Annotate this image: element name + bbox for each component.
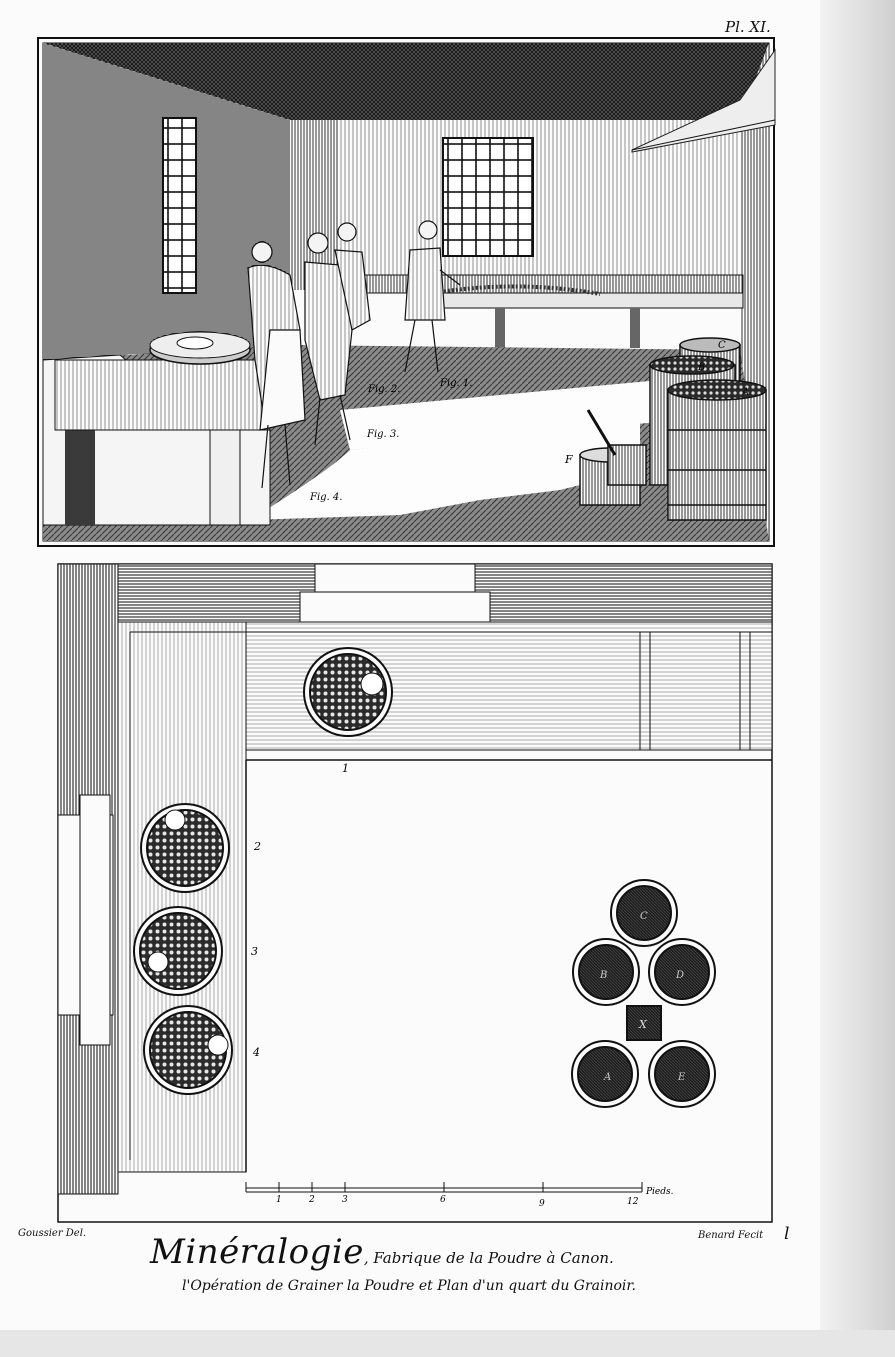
credit-draftsman: Goussier Del. xyxy=(18,1228,87,1239)
book-gutter xyxy=(820,0,895,1357)
upper-engraving xyxy=(0,0,820,560)
scan-margin xyxy=(0,1330,895,1357)
scale-tick-6: 6 xyxy=(440,1195,446,1205)
scale-tick-3: 3 xyxy=(342,1195,348,1205)
scale-tick-9: 9 xyxy=(539,1199,545,1209)
title-sub: , Fabrique de la Poudre à Canon. xyxy=(363,1249,614,1267)
cask-center: X xyxy=(639,1018,647,1031)
cask-c: C xyxy=(640,911,648,922)
fig1-label: Fig. 1. xyxy=(440,378,473,389)
cask-e: E xyxy=(678,1072,686,1083)
fig3-label: Fig. 3. xyxy=(367,429,400,440)
station-3: 3 xyxy=(251,945,258,958)
scale-tick-1: 1 xyxy=(276,1195,282,1205)
fig2-label: Fig. 2. xyxy=(368,384,401,395)
station-1: 1 xyxy=(342,762,349,775)
cask-b: B xyxy=(600,970,608,981)
barrel-label-c: C xyxy=(718,340,726,351)
barrel-label-b: B xyxy=(698,362,706,373)
cask-d: D xyxy=(676,970,685,981)
bucket-label: F xyxy=(565,453,573,466)
margin-mark: l xyxy=(784,1224,790,1244)
fig4-label: Fig. 4. xyxy=(310,492,343,503)
station-4: 4 xyxy=(253,1046,260,1059)
scale-tick-12: 12 xyxy=(627,1197,639,1207)
title-line xyxy=(150,1232,710,1272)
barrel-label-a: A xyxy=(742,387,750,398)
plan-engraving xyxy=(0,550,820,1230)
title-block xyxy=(150,1232,710,1272)
title-main: Minéralogie xyxy=(150,1232,364,1272)
credit-engraver: Benard Fecit xyxy=(698,1230,764,1241)
scale-tick-2: 2 xyxy=(309,1195,315,1205)
plate-caption: l'Opération de Grainer la Poudre et Plan d'un quart du Grainoir. xyxy=(182,1278,637,1294)
cask-a: A xyxy=(604,1072,612,1083)
scale-unit: Pieds. xyxy=(646,1187,674,1197)
station-2: 2 xyxy=(254,840,261,853)
plate-number: Pl. XI. xyxy=(725,18,771,36)
